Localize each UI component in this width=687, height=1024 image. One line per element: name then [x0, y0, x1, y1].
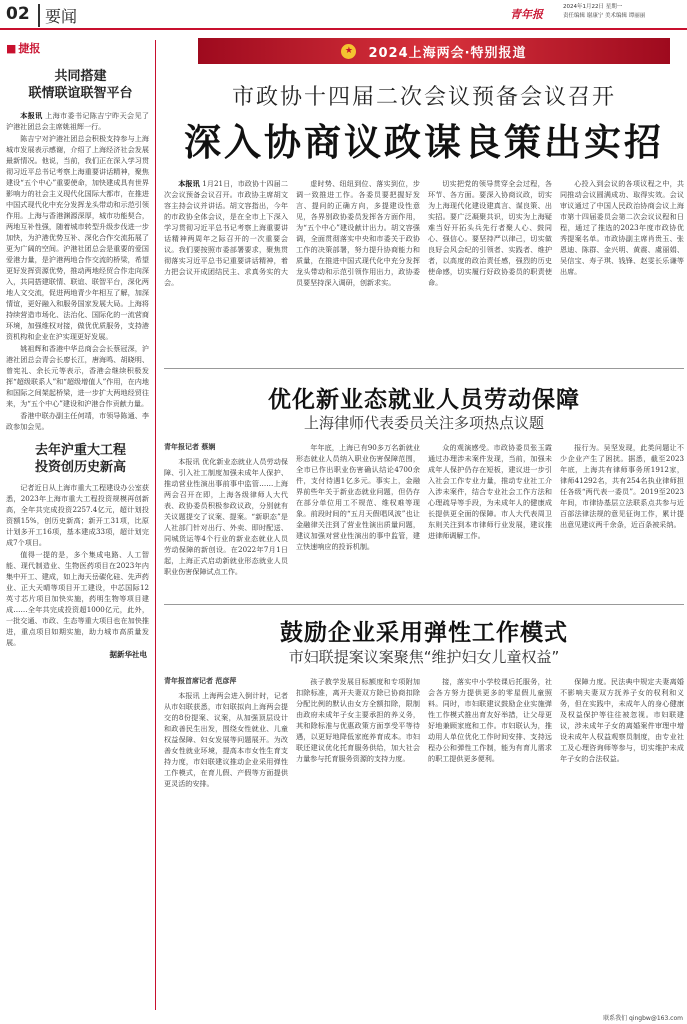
article2-text: 年年底，上海已有90多万名新就业形态就业人员纳入职业伤害保障范围，全市已作出职业伤害确认结论4700余件，支付待遇1亿多元。事实上，金融界前些年关于新业态就业问题，但仍存在部分单位用工不规范、维权难等现象。前段时间的“五月天假唱风波”也让金融律关注到了营业性演出质量问题，建议加强对营业性演出的事中监管，建立快速响应的投诉机制。	[296, 443, 420, 551]
article1-text: 心投入到会议的各项议程之中，共同推动会议圆满成功、取得实效。会议审议通过了中国人民政治协商会议上海市第十四届委员会第二次会议议程和日程，通过了推选的2023年度市政协优秀提案名单。市政协副主席肖贵玉、张恩迪、陈群、金兴明、黄震、虞丽娟、吴信宝、寿子琪、钱锋、赵雯长乐谦等出席。	[560, 179, 684, 276]
article1-text: 1月21日，市政协十四届二次会议预备会议召开。市政协主席胡文容主持会议并讲话。胡文容指出，今年的市政协全体会议，是在全市上下深入学习贯彻习近平总书记考察上海重要讲话精神两周年之际召开的一次重要会议。我们要按照市委部署要求，聚焦贯彻落实习近平总书记重要讲话精神，着力把会议开成团结民主、求真务实的大会。	[164, 179, 288, 287]
article2-reporter: 青年报记者 蔡娴	[164, 443, 216, 451]
article3-reporter: 青年报首席记者 范彦萍	[164, 677, 237, 685]
article2-col	[428, 442, 552, 600]
article3-subtitle: 市妇联提案议案聚焦“维护妇女儿童权益”	[288, 648, 560, 666]
article2-text: 众的观演感受。市政协委员张玉霞通过办理涉未案件发现，当前，加强未成年人保护仍存在短板，建议进一步引入社会工作专业力量，推动专业社工介入涉未案件，结合专业社会工作方法和心理疏导等手段，为未成年人的健康成长提供更全面的保障。市人大代表周卫东则关注到本市律师行业发展，建议推进律师调解工作。	[428, 443, 552, 540]
article3-col	[560, 676, 684, 1011]
article3-text: 保障力度。民法典中规定夫妻离婚不影响夫妻双方抚养子女的权利和义务，但在实践中，未成年人的身心健康及权益保护等往往被忽视。市妇联建议，涉未成年子女的离婚案件审理中增设未成年人权益观察员制度，由专业社工及心理咨询师等参与，切实维护未成年子女的合法权益。	[560, 677, 684, 763]
article2-subtitle: 上海律师代表委员关注多项热点议题	[303, 414, 544, 432]
article1-col	[164, 178, 288, 358]
article3-col	[428, 676, 552, 1011]
divider	[164, 368, 684, 369]
newspaper-logo: 青年报	[510, 8, 543, 21]
story2-paragraph: 记者近日从上海市重大工程建设办公室获悉，2023年上海市重大工程投资规模再创新高，全年共完成投资2257.4亿元，超计划投资额15%，创历史新高；新开工31项，比原计划多开工16项，基本建成33项，超计划完成7个项目。	[6, 483, 149, 547]
page-number: 02	[6, 4, 30, 24]
article3-columns	[164, 676, 684, 1011]
editors-line: 责任编辑 谢康宁 美术编辑 谭丽丽	[563, 13, 646, 19]
article1-col	[428, 178, 552, 358]
article3-title: 鼓励企业采用弹性工作模式	[280, 620, 568, 646]
story2-headline-line1: 去年沪重大工程	[34, 443, 126, 458]
story2-headline	[6, 442, 155, 476]
article2-col	[296, 442, 420, 600]
article3-text: 本报讯 上海两会进入倒计时，记者从市妇联获悉，市妇联拟向上海两会提交的8份提案、议案，从加强顶层设计和政善民生出发，围绕女性就业、儿童权益保障、妇女发展等问题展开。为改善女性就业环境，提高本市女性生育支持力度，市妇联建议推动企业采用弹性工作模式，在育儿假、产假等方面提供更灵活的安排。	[164, 691, 288, 788]
story1-paragraph: 姚祖辉和香港中华总商会会长蔡冠深，沪港社团总会青会长廖长江，唐海鸣、胡晓明、曾宪礼、余长元等表示，香港会继续积极发挥“超级联系人”和“超级增值人”作用，在内地和国际之间架起桥梁，进一步扩大两地经贸往来，为“五个中心”建设和沪港合作贡献力量。	[6, 344, 149, 408]
story1-lead: 上海市委书记陈吉宁昨天会见了沪港社团总会主席姚祖辉一行。	[6, 111, 150, 131]
article1-col	[296, 178, 420, 358]
story2-author: 据新华社电	[109, 650, 147, 659]
article1-text: 切实把党的领导贯穿全会过程，各环节、各方面。要深入协商议政，切实为上海现代化建设建真言、谋良策、出实招。要广泛凝聚共识，切实为上海疑难当好开拓头兵先行者聚人心、鼓同心、强信心。要坚持严以律己，切实做良好会风会纪的引领者、实践者、维护者，以高度的政治责任感，强烈的历史使命感，切实履行好政协委员的职责使命。	[428, 179, 552, 287]
special-report-banner	[198, 38, 670, 64]
story1-headline-line2: 联情联谊联智平台	[28, 86, 133, 101]
story1-headline-line1: 共同搭建	[54, 69, 107, 84]
left-column	[6, 40, 156, 1010]
article2-columns	[164, 442, 684, 600]
article3-text: 孩子教学发展目标额度和专项附加扣除标准，离开夫妻双方除已协商扣除分配比例的默认由女方全额扣除，限制由政府未成年子女主要承担的养义务，其和除标准与优惠政策方面享受平等待遇，以更好地降低家庭养育成本。市妇联还建议优化托育服务供给，加大社会力量参与托育服务资源的支持力度。	[296, 677, 420, 763]
article1-title-line1: 市政协十四届二次会议预备会议召开	[231, 85, 616, 110]
national-emblem-icon: ★	[341, 44, 356, 59]
article2-text: 报行为。吴坚发现，此类问题让不少企业产生了困扰。据悉，截至2023年底，上海共有律师事务所1912家，律师41292名，共有254名执业律师担任各级“两代表一委员”。2019至2023年间，市律协基层立法联系点共参与近百部法律法规的意见征询工作，累计提出意见建议两千余条，近百条被采纳。	[560, 443, 684, 529]
story2-paragraph: 值得一提的是，多个集成电路、人工智能、现代制造业、生物医药项目在2023年内集中开工、建成，如上海天岳碳化硅、先声药业、正大天晴等项目开工建设，中芯国际12英寸芯片项目加快实施，药明生物等项目建成……全年共完成投资超1000亿元，此外，一批交通、市政、生态等重大项目也在加快推进，重点项目如期实施，助力城市高质量发展。	[6, 550, 149, 647]
article2-col	[560, 442, 684, 600]
section-name: 要闻	[38, 4, 77, 27]
page-footer: 联系我们 qingbw@163.com	[603, 1015, 683, 1022]
masthead-info	[563, 3, 685, 21]
article2-text: 本报讯 优化新业态就业人员劳动保障、引入社工制度加强未成年人保护、推动营业性演出事前事中监管……上海两会召开在即，上海各级律师人大代表、政协委员积极参政议政，分别就有关议题提交了议案、提案。“新职态”是人社部门针对出行、外卖、即时配送、同城货运等4个行业的新业态就业人员劳动保障的新创设。在2022年7月1日起，上海正式启动新就业形态就业人员职业伤害保障试点工作。	[164, 457, 288, 576]
story1-lead-label: 本报讯	[20, 111, 43, 120]
story1-body	[6, 110, 155, 432]
story1-paragraph: 陈吉宁对沪港社团总会积极支持参与上海城市发展表示感谢，介绍了上海经济社会发展最新情况。他说，当前，我们正在深入学习贯彻习近平总书记考察上海重要讲话精神，聚焦建设“五个中心”重要使命，加快建成具有世界影响力的社会主义现代化国际大都市，在推进中国式现代化中充分发挥龙头带动和示范引领作用。上海与香港渊源深厚，城市功能契合，两地互补性强，随着城市转型升级步伐进一步加快，为沪港优势互补、深化合作交流拓展了更为广阔的空间。沪港社团总会是重要的爱国爱港力量，是沪港两地合作交流的桥梁，希望更好发挥资源优势，推动两地经贸合作走向深入，共同搭建联情、联谊、联智平台，深化两地人文交流，促进两地青少年相互了解，加深情谊，更好融入和服务国家发展大局。上海将持续营造市场化、法治化、国际化的一流营商环境，加强维权对接，做优优质服务，支持港资机构和企业在沪实现更好发展。	[6, 134, 149, 341]
article2-title: 优化新业态就业人员劳动保障	[268, 387, 580, 413]
article1-columns	[164, 178, 684, 358]
story1-headline	[6, 68, 155, 102]
article3-text: 接，落实中小学校课后托服务，社会各方努力提供更多的零星假儿童照料。同时，市妇联建议鼓励企业实施弹性工作模式推出育友好举措，让父母更好地兼顾家庭和工作。市妇联认为，推动用人单位优化工作时间安排、支持远程办公和弹性工作制，能为有育儿需求的职工提供更多便利。	[428, 677, 552, 763]
article1-col	[560, 178, 684, 358]
section-tag: ■ 捷报	[6, 40, 155, 56]
article1-text: 虚时势、纽纽到位、落实到位，步调一致推进工作。各委员要把握好发言、提问的正确方向，多提建设性意见，各界别政协委员发挥各方面作用，为“五个中心”建设献计出力。胡文容强调，全面贯彻落实中央和市委关于政协工作的决策部署，努力提升协商能力和质量，在推进中国式现代化中充分发挥龙头带动和示范引领作用出力，政协委员要坚持深入调研，创新求实。	[296, 179, 420, 287]
article1-title-line2: 深入协商议政谋良策出实招	[184, 121, 664, 164]
article2-col	[164, 442, 288, 600]
banner-text: 2024上海两会·特别报道	[368, 45, 527, 61]
story2-headline-line2: 投资创历史新高	[34, 460, 126, 475]
story1-closing: 香港中联办副主任何靖，市领导陈通、李政参加会见。	[6, 411, 149, 431]
issue-date: 2024年1月22日 星期一	[563, 4, 623, 10]
article3-col	[164, 676, 288, 1011]
story2-body	[6, 482, 155, 648]
divider	[164, 604, 684, 605]
article3-col	[296, 676, 420, 1011]
article1-byline: 本报讯	[178, 179, 200, 188]
page-header	[0, 0, 687, 30]
